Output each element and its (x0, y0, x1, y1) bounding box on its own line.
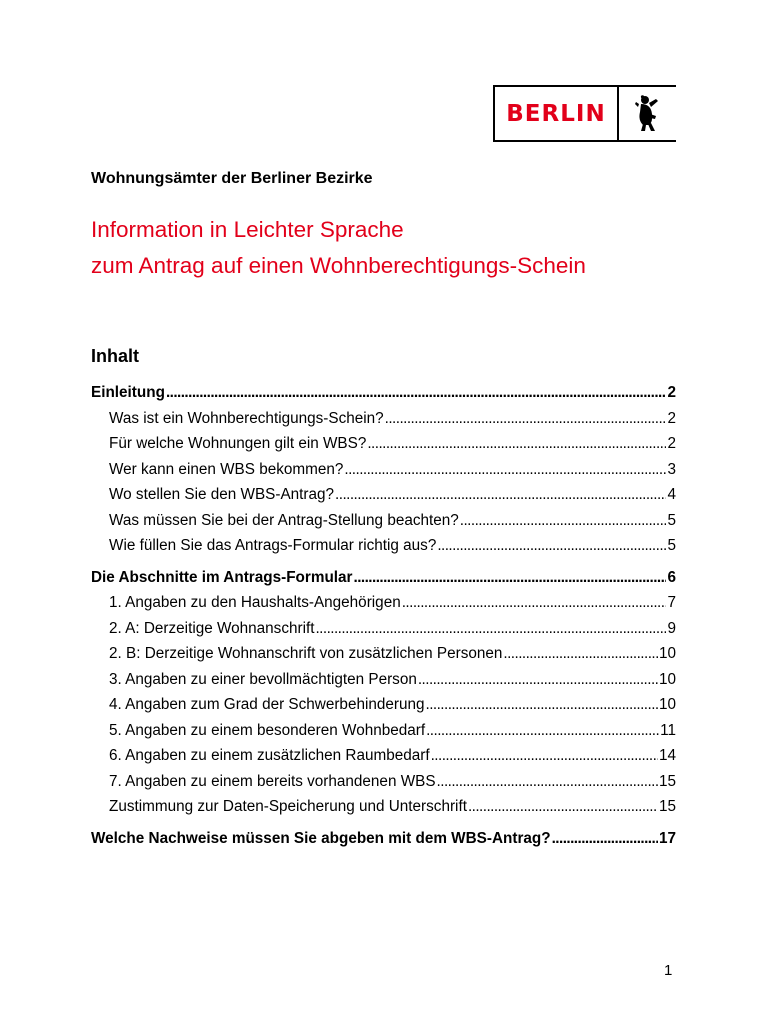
toc-entry-label: Wo stellen Sie den WBS-Antrag? (109, 486, 335, 503)
toc-entry[interactable] (91, 743, 676, 769)
toc-entry-label: Wer kann einen WBS bekommen? (109, 460, 344, 478)
toc-entry-label: 7. Angaben zu einem bereits vorhandenen WBS (109, 772, 436, 790)
toc-entry[interactable] (91, 641, 676, 667)
toc-entry-page: 6 (667, 568, 676, 586)
toc-leader-dots (437, 533, 666, 559)
toc-leader-dots (385, 406, 667, 432)
toc-leader-dots (354, 565, 667, 591)
toc-entry-label: Welche Nachweise müssen Sie abgeben mit dem WBS-Antrag? (91, 829, 551, 847)
toc-heading: Inhalt (91, 346, 139, 366)
logo-wordmark: BERLIN (495, 87, 619, 140)
toc-entry-page: 9 (667, 619, 676, 637)
toc-leader-dots (503, 641, 658, 667)
toc-entry-label: 6. Angaben zu einem zusätzlichen Raumbedarf (109, 747, 430, 764)
toc-entry[interactable] (91, 590, 676, 616)
toc-entry-page: 15 (658, 798, 676, 815)
toc-leader-dots (418, 667, 658, 693)
toc-entry-label: Zustimmung zur Daten-Speicherung und Unterschrift (109, 798, 467, 815)
toc-leader-dots (426, 718, 659, 744)
toc-entry-label: Was müssen Sie bei der Antrag-Stellung beachten? (109, 511, 459, 529)
toc-entry-page: 11 (660, 721, 676, 739)
toc-entry-label: 5. Angaben zu einem besonderen Wohnbedarf (109, 721, 426, 739)
toc-leader-dots (426, 692, 658, 718)
toc-entry-page: 5 (667, 511, 676, 529)
toc-leader-dots (437, 769, 658, 795)
toc-entry[interactable] (91, 718, 676, 744)
toc-entry[interactable] (91, 533, 676, 559)
page-number: 1 (664, 962, 673, 979)
toc-leader-dots (166, 380, 667, 406)
toc-leader-dots (315, 616, 666, 642)
berlin-bear-icon (619, 87, 676, 140)
toc-entry[interactable] (91, 692, 676, 718)
title-line-1: Information in Leichter Sprache (91, 217, 404, 242)
toc-leader-dots (431, 743, 658, 769)
toc-entry[interactable] (91, 406, 676, 432)
toc-entry-page: 15 (658, 772, 676, 790)
toc-entry[interactable] (91, 616, 676, 642)
toc-entry-page: 5 (667, 537, 676, 554)
toc-leader-dots (335, 482, 666, 508)
toc-entry-nachweise[interactable] (91, 826, 676, 852)
toc-entry-page: 4 (667, 486, 676, 503)
toc-entry-label: 2. A: Derzeitige Wohnanschrift (109, 619, 315, 637)
toc-entry-page: 10 (658, 645, 676, 662)
toc-entry[interactable] (91, 457, 676, 483)
toc-entry-page: 2 (667, 435, 676, 452)
toc-leader-dots (344, 457, 666, 483)
toc-entry-label: Einleitung (91, 384, 165, 401)
toc-leader-dots (367, 431, 666, 457)
toc-leader-dots (402, 590, 667, 616)
toc-leader-dots (552, 826, 658, 852)
toc-entry-label: 4. Angaben zum Grad der Schwerbehinderung (109, 696, 425, 713)
toc-entry-label: Wie füllen Sie das Antrags-Formular richtig aus? (109, 537, 437, 554)
toc-entry[interactable] (91, 794, 676, 820)
toc-entry-einleitung[interactable] (91, 380, 676, 406)
toc-entry[interactable] (91, 508, 676, 534)
title-line-2: zum Antrag auf einen Wohnberechtigungs-Schein (91, 253, 586, 278)
toc-entry-page: 3 (667, 460, 676, 478)
berlin-logo (493, 85, 676, 142)
toc-leader-dots (460, 508, 667, 534)
toc-entry-label: 2. B: Derzeitige Wohnanschrift von zusätzlichen Personen (109, 645, 503, 662)
toc-entry-label: Die Abschnitte im Antrags-Formular (91, 568, 353, 586)
table-of-contents (91, 380, 676, 851)
toc-entry-page: 14 (658, 747, 676, 764)
toc-entry[interactable] (91, 769, 676, 795)
toc-entry-abschnitte[interactable] (91, 565, 676, 591)
toc-entry-label: 1. Angaben zu den Haushalts-Angehörigen (109, 594, 401, 611)
toc-entry[interactable] (91, 667, 676, 693)
toc-entry-label: Was ist ein Wohnberechtigungs-Schein? (109, 409, 384, 427)
toc-entry-label: 3. Angaben zu einer bevollmächtigten Person (109, 670, 417, 688)
publisher-subtitle: Wohnungsämter der Berliner Bezirke (91, 170, 373, 187)
document-title (91, 212, 586, 284)
toc-entry-label: Für welche Wohnungen gilt ein WBS? (109, 435, 367, 452)
toc-entry[interactable] (91, 482, 676, 508)
toc-leader-dots (468, 794, 658, 820)
toc-entry[interactable] (91, 431, 676, 457)
toc-entry-page: 2 (667, 384, 676, 401)
toc-entry-page: 2 (667, 409, 676, 427)
toc-entry-page: 17 (658, 829, 676, 847)
toc-entry-page: 10 (658, 696, 676, 713)
toc-entry-page: 7 (667, 594, 676, 611)
toc-entry-page: 10 (658, 670, 676, 688)
